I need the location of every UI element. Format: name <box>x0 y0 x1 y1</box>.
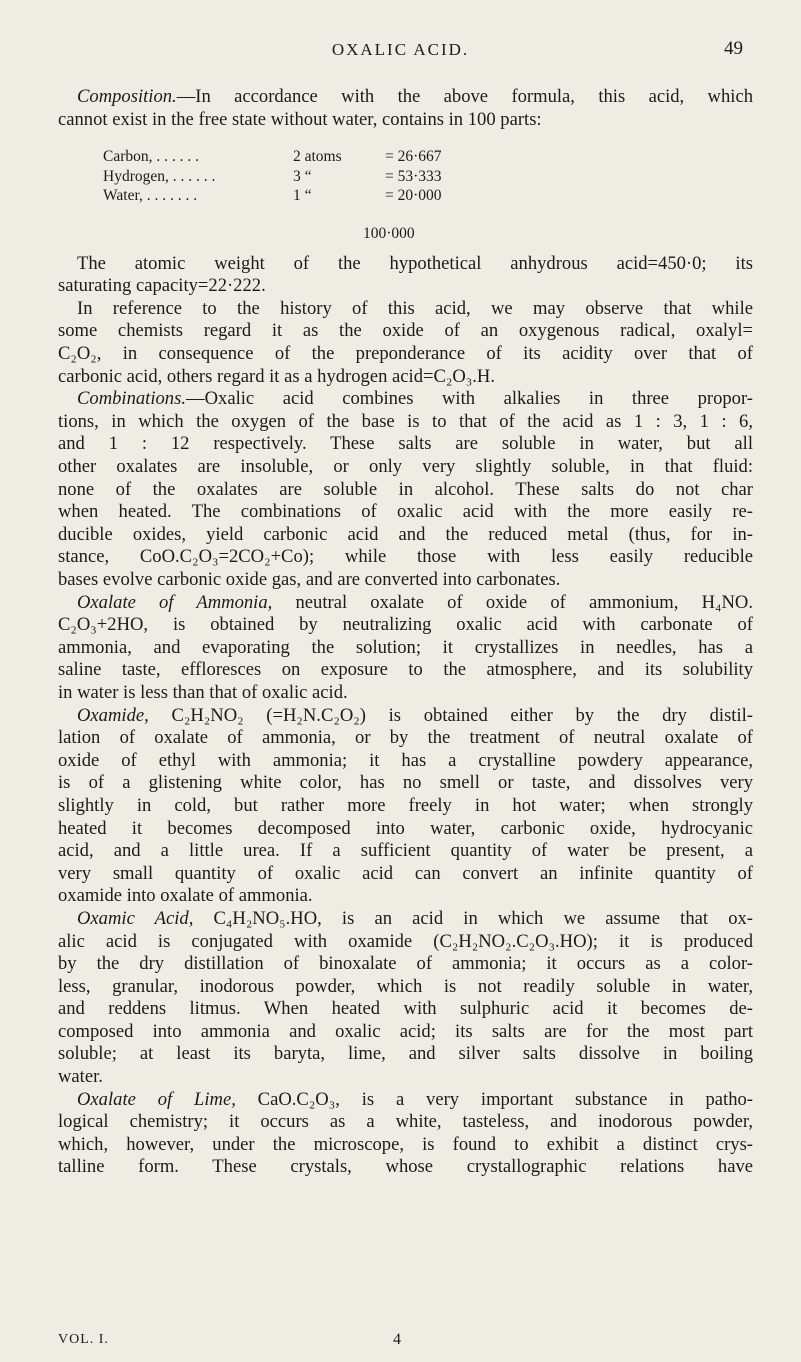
text-line: by the dry distillation of binoxalate of ammonia; it occurs as a color- <box>58 953 753 975</box>
text-line: is of a glistening white color, has no smell or taste, and dissolves very <box>58 772 753 794</box>
text-line: heated it becomes decomposed into water, carbonic oxide, hydrocyanic <box>58 817 753 839</box>
text-line: some chemists regard it as the oxide of an oxygenous radical, oxalyl= <box>58 320 753 342</box>
text-line: Oxamic Acid, C₄H₂NO₅.HO, is an acid in which we assume that ox- <box>77 907 753 929</box>
text-line: logical chemistry; it occurs as a white, tasteless, and inodorous powder, <box>58 1111 753 1133</box>
text-line: Combinations.—Oxalic acid combines with alkalies in three propor- <box>77 388 753 410</box>
history-paragraph <box>58 298 753 388</box>
percentage: = 20·000 <box>385 187 442 205</box>
atomic-weight-paragraph <box>58 253 753 298</box>
running-title: OXALIC ACID. <box>331 40 470 59</box>
text-line: composed into ammonia and oxalic acid; its salts are for the most part <box>58 1020 753 1042</box>
text-line: and 1 : 12 respectively. These salts are soluble in water, but all <box>58 433 753 455</box>
oxalate-of-lime-paragraph <box>58 1089 753 1179</box>
composition-total: 100·000 <box>363 224 415 242</box>
text-line: very small quantity of oxalic acid can convert an infinite quantity of <box>58 862 753 884</box>
atom-count: 3 “ <box>293 167 312 185</box>
element-label: Water, . . . . . . . <box>103 187 198 205</box>
text-line: oxide of ethyl with ammonia; it has a crystalline powdery appearance, <box>58 749 753 771</box>
page-footer <box>58 1332 558 1354</box>
text-line: alic acid is conjugated with oxamide (C₂H₂NO₂.C₂O₃.HO); it is produced <box>58 930 753 952</box>
text-line: stance, CoO.C₂O₃=2CO₂+Co); while those with less easily reducible <box>58 546 753 568</box>
element-label: Carbon, . . . . . . <box>103 148 200 166</box>
volume-mark: VOL. I. <box>58 1332 109 1347</box>
percentage: = 26·667 <box>385 148 442 166</box>
table-row <box>103 147 753 167</box>
text-line: bases evolve carbonic oxide gas, and are converted into carbonates. <box>58 569 561 590</box>
text-line: Oxamide, C₂H₂NO₂ (=H₂N.C₂O₂) is obtained either by the dry distil- <box>77 704 753 726</box>
text-line: none of the oxalates are soluble in alcohol. These salts do not char <box>58 478 753 500</box>
composition-paragraph <box>58 86 753 131</box>
text-line: In reference to the history of this acid, we may observe that while <box>77 297 753 319</box>
text-line: and reddens litmus. When heated with sulphuric acid it becomes de- <box>58 998 753 1020</box>
atom-count: 2 atoms <box>293 148 342 166</box>
text-line: saline taste, effloresces on exposure to the atmosphere, and its solubility <box>58 659 753 681</box>
signature-mark: 4 <box>393 1331 401 1348</box>
text-line: water. <box>58 1066 103 1088</box>
table-row <box>103 186 753 206</box>
oxamide-paragraph <box>58 705 753 908</box>
oxamic-acid-paragraph <box>58 908 753 1089</box>
combinations-paragraph <box>58 388 753 591</box>
text-line: cannot exist in the free state without water, contains in 100 parts: <box>58 108 542 130</box>
page-header <box>0 36 801 66</box>
text-line: ammonia, and evaporating the solution; it crystallizes in needles, has a <box>58 636 753 658</box>
text-line: oxamide into oxalate of ammonia. <box>58 885 313 907</box>
text-line: lation of oxalate of ammonia, or by the treatment of neutral oxalate of <box>58 727 753 749</box>
atom-count: 1 “ <box>293 187 312 205</box>
text-line: C₂O₃+2HO, is obtained by neutralizing oxalic acid with carbonate of <box>58 614 753 636</box>
composition-table <box>103 147 753 206</box>
text-line: The atomic weight of the hypothetical anhydrous acid=450·0; its <box>77 252 753 274</box>
text-line: when heated. The combinations of oxalic acid with the more easily re- <box>58 501 753 523</box>
text-line: C₂O₂, in consequence of the preponderance of its acidity over that of <box>58 343 753 365</box>
table-row <box>103 167 753 187</box>
text-line: Oxalate of Ammonia, neutral oxalate of oxide of ammonium, H₄NO. <box>77 591 753 613</box>
text-line: in water is less than that of oxalic acid. <box>58 681 348 703</box>
text-line: soluble; at least its baryta, lime, and silver salts dissolve in boiling <box>58 1043 753 1065</box>
text-line: Oxalate of Lime, CaO.C₂O₃, is a very important substance in patho- <box>77 1088 753 1110</box>
text-line: slightly in cold, but rather more freely in hot water; when strongly <box>58 794 753 816</box>
text-line: which, however, under the microscope, is found to exhibit a distinct crys- <box>58 1133 753 1155</box>
oxalate-of-ammonia-paragraph <box>58 592 753 705</box>
text-line: tions, in which the oxygen of the base is to that of the acid as 1 : 3, 1 : 6, <box>58 410 753 432</box>
page-number: 49 <box>724 38 743 59</box>
text-line: Composition.—In accordance with the above formula, this acid, which <box>77 86 753 107</box>
text-line: talline form. These crystals, whose crystallographic relations have <box>58 1156 753 1178</box>
text-line: other oxalates are insoluble, or only very slightly soluble, in that fluid: <box>58 456 753 478</box>
text-line: carbonic acid, others regard it as a hydrogen acid=C₂O₃.H. <box>58 365 496 387</box>
text-line: ducible oxides, yield carbonic acid and the reduced metal (thus, for in- <box>58 523 753 545</box>
percentage: = 53·333 <box>385 167 442 185</box>
text-line: saturating capacity=22·222. <box>58 275 266 297</box>
text-line: acid, and a little urea. If a sufficient quantity of water be present, a <box>58 840 753 862</box>
text-line: less, granular, inodorous powder, which is not readily soluble in water, <box>58 975 753 997</box>
page-body <box>58 86 753 1179</box>
element-label: Hydrogen, . . . . . . <box>103 167 216 185</box>
